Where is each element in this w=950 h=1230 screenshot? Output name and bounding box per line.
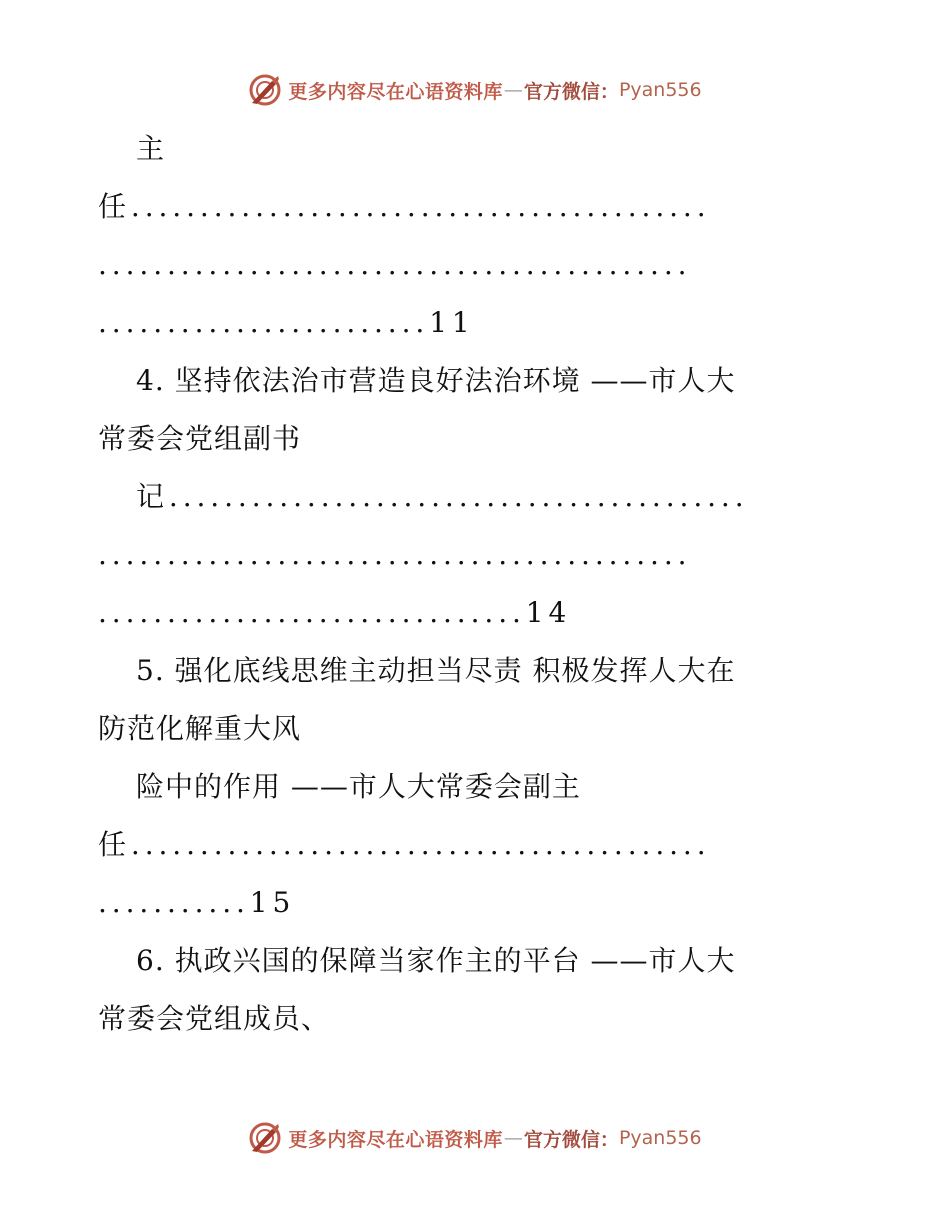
header-watermark xyxy=(0,70,950,110)
toc-entry-title: 常委会党组副书 xyxy=(98,422,302,455)
banner-dash: — xyxy=(503,1127,523,1149)
toc-leader-line: ........................................... xyxy=(98,538,692,571)
toc-page-number-line: ........................11 xyxy=(98,306,475,339)
toc-entry-title: 险中的作用 ——市人大常委会副主 xyxy=(136,770,581,803)
toc-content xyxy=(98,120,850,1048)
pen-logo-icon xyxy=(248,73,282,107)
toc-leader-line: ........................................... xyxy=(98,248,692,281)
toc-entry-title: 6. 执政兴国的保障当家作主的平台 ——市人大 xyxy=(136,944,736,977)
banner-site-name: 更多内容尽在心语资料库 xyxy=(288,1128,503,1151)
banner-wechat-label: 官方微信： xyxy=(523,1128,619,1151)
toc-leader-line: 记.......................................... xyxy=(136,480,749,513)
banner-wechat-id: Pyan556 xyxy=(618,79,702,101)
banner-site-name: 更多内容尽在心语资料库 xyxy=(288,80,503,103)
pen-logo-icon xyxy=(248,1121,282,1155)
toc-page-number-line: ...............................14 xyxy=(98,596,572,629)
toc-entry-title: 5. 强化底线思维主动担当尽责 积极发挥人大在 xyxy=(136,654,736,687)
toc-entry-title: 防范化解重大风 xyxy=(98,712,302,745)
toc-leader-line: 任.......................................... xyxy=(98,828,711,861)
banner-wechat-label: 官方微信： xyxy=(523,80,619,103)
toc-entry-title: 常委会党组成员、 xyxy=(98,1002,331,1035)
toc-page-number-line: ...........15 xyxy=(98,886,296,919)
banner-wechat-id: Pyan556 xyxy=(618,1127,702,1149)
toc-entry-title: 4. 坚持依法治市营造良好法治环境 ——市人大 xyxy=(136,364,736,397)
banner-dash: — xyxy=(503,79,523,101)
footer-watermark xyxy=(0,1118,950,1158)
toc-leader-line: 任.......................................... xyxy=(98,190,711,223)
toc-line: 主 xyxy=(136,132,166,165)
